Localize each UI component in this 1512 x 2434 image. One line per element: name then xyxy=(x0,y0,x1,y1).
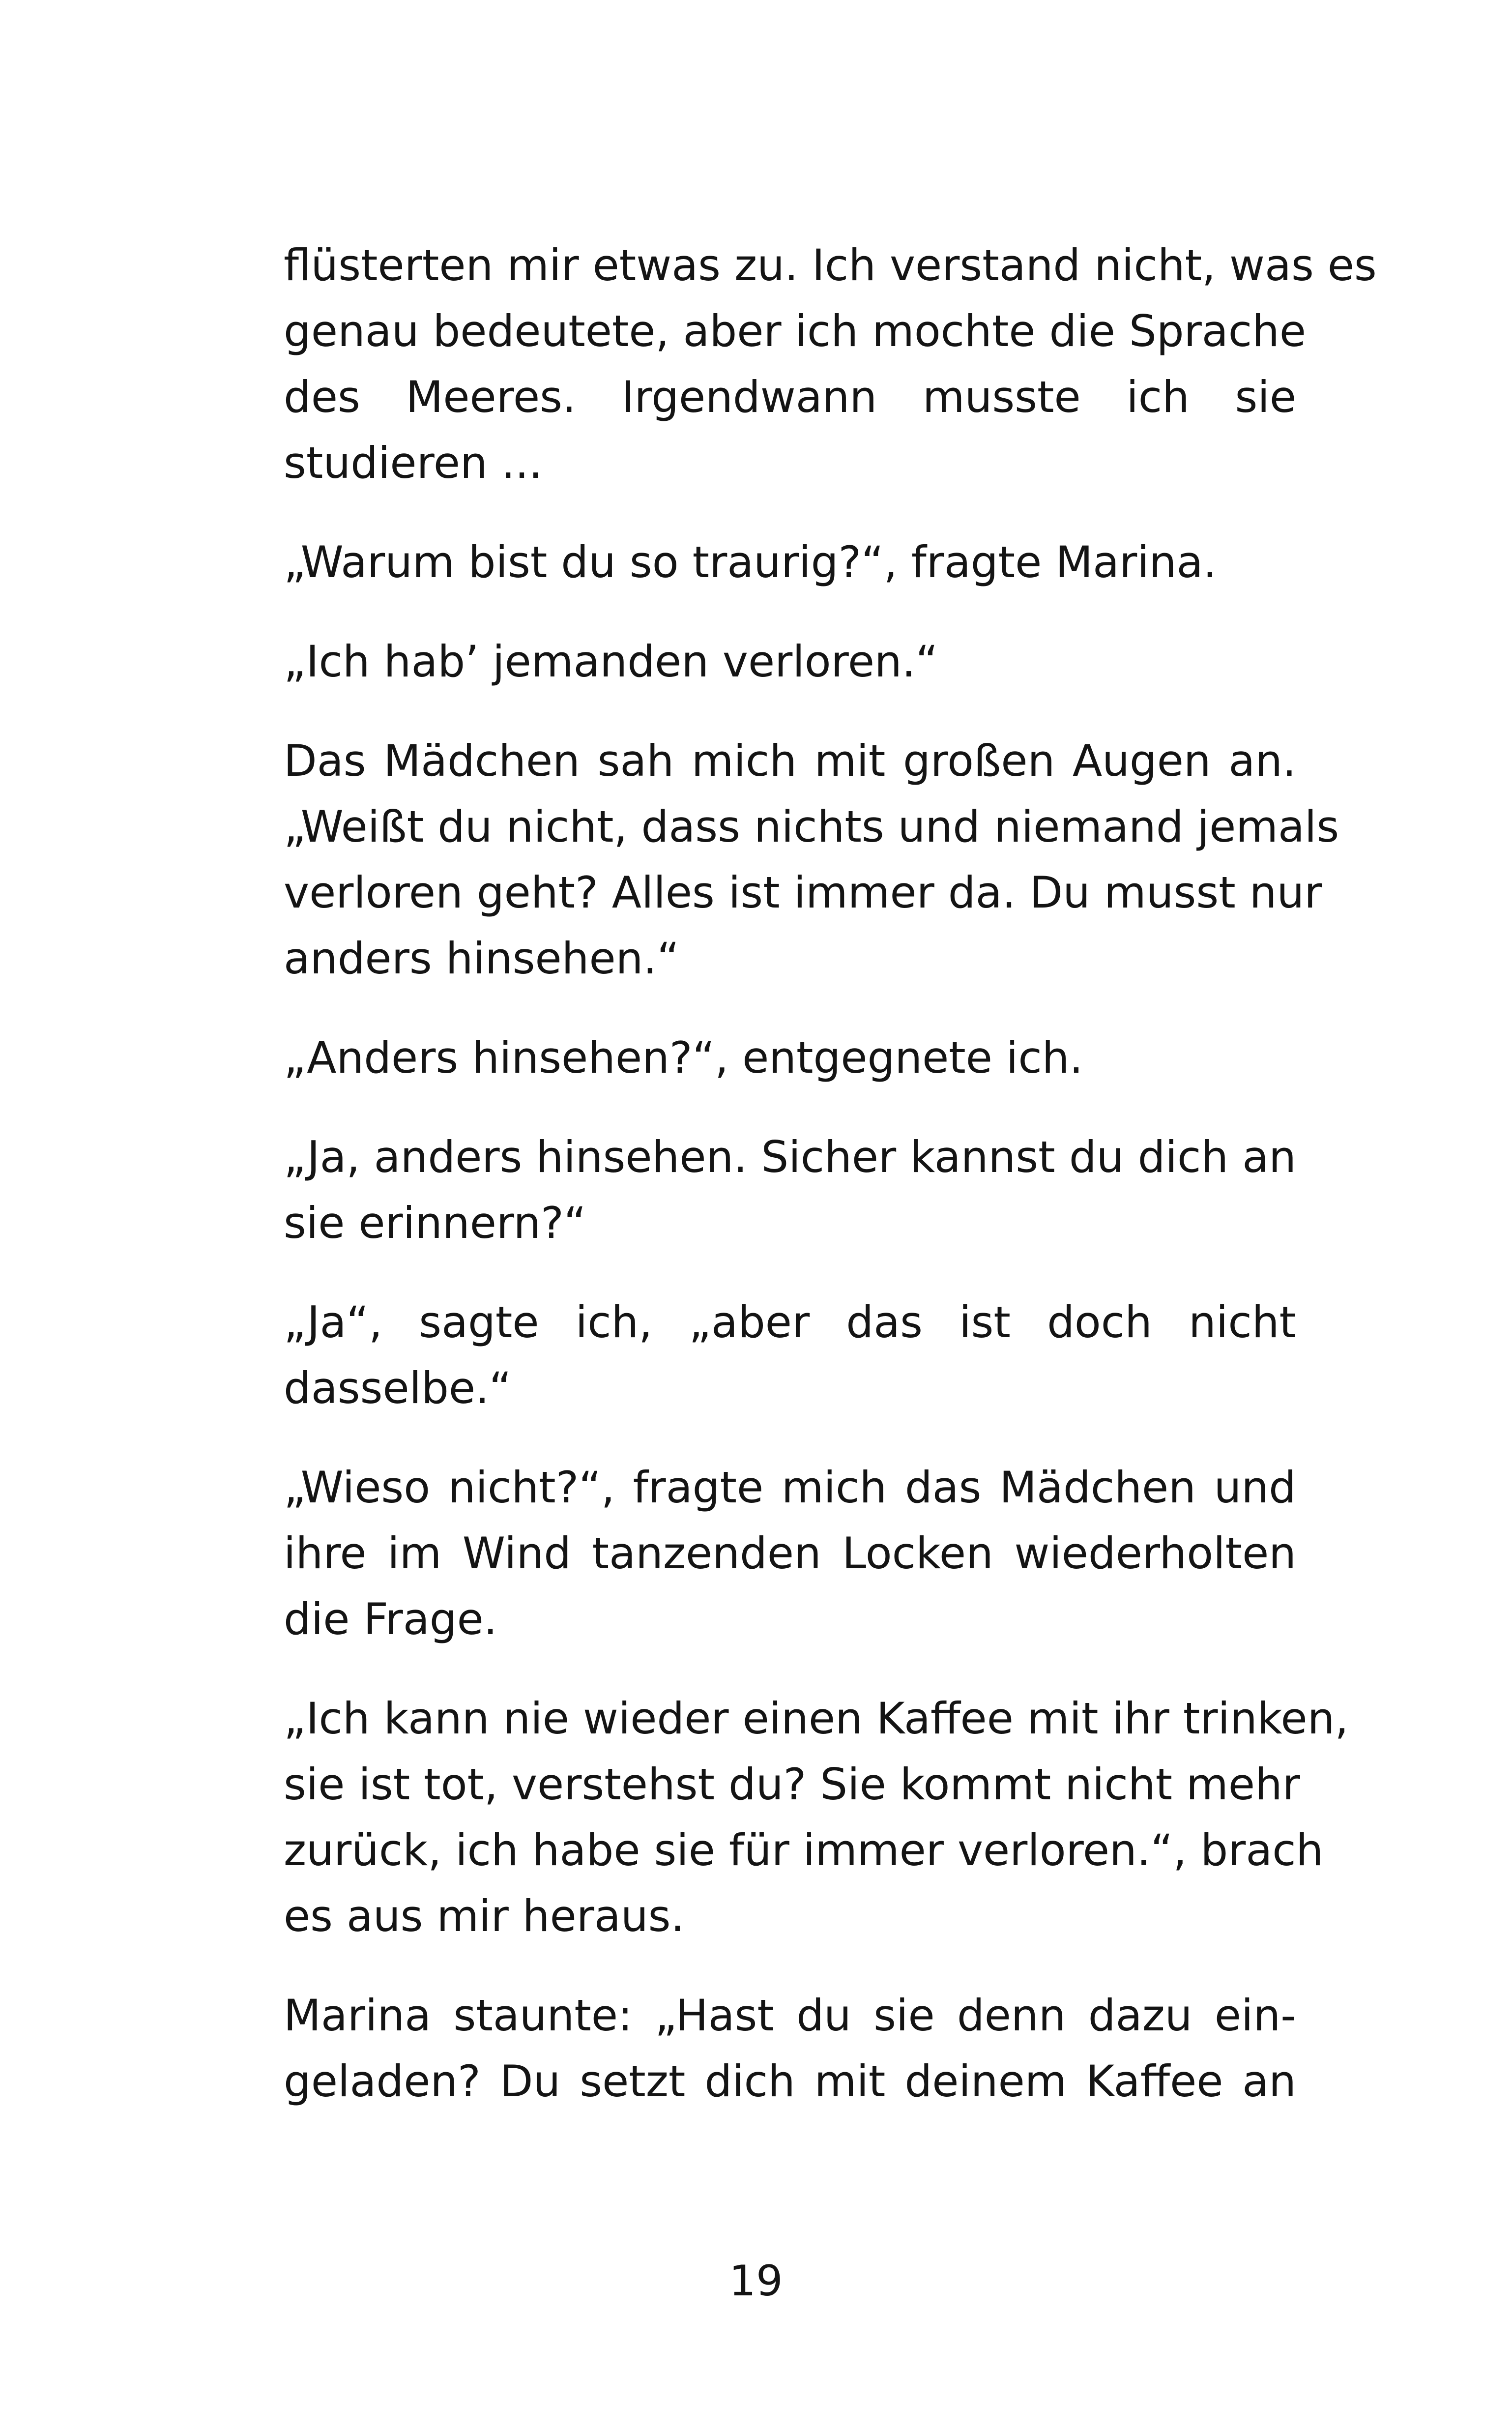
text-line: „Anders hinsehen?“, entgegnete ich. xyxy=(284,1032,1083,1083)
paragraph-6 xyxy=(284,1124,1296,1256)
text-line: genau bedeutete, aber ich mochte die Sprache xyxy=(284,306,1306,356)
text-line: „Wieso nicht?“, fragte mich das Mädchen und xyxy=(284,1462,1296,1513)
text-line: „Weißt du nicht, dass nichts und niemand jemals xyxy=(284,801,1339,852)
text-line: sie erinnern?“ xyxy=(284,1198,586,1248)
paragraph-5 xyxy=(284,1025,1296,1091)
text-line: zurück, ich habe sie für immer verloren.“, brach xyxy=(284,1825,1324,1876)
text-line: „Ich hab’ jemanden verloren.“ xyxy=(284,636,938,687)
text-line: „Ich kann nie wieder einen Kaffee mit ihr trinken, xyxy=(284,1693,1349,1744)
paragraph-2 xyxy=(284,529,1296,595)
text-line: dasselbe.“ xyxy=(284,1363,512,1413)
paragraph-1 xyxy=(284,233,1377,496)
body-text xyxy=(284,233,1377,2148)
text-line: Marina staunte: „Hast du sie denn dazu ein- xyxy=(284,1990,1296,2041)
text-line: die Frage. xyxy=(284,1594,497,1644)
page-number: 19 xyxy=(729,2257,783,2306)
text-line: „Ja“, sagte ich, „aber das ist doch nicht xyxy=(284,1297,1296,1348)
text-line: studieren ... xyxy=(284,438,543,488)
paragraph-3 xyxy=(284,629,1296,695)
text-line: Das Mädchen sah mich mit großen Augen an. xyxy=(284,735,1296,786)
text-line: es aus mir heraus. xyxy=(284,1891,685,1941)
text-line: „Warum bist du so traurig?“, fragte Marina. xyxy=(284,537,1217,587)
text-line: verloren geht? Alles ist immer da. Du musst nur xyxy=(284,867,1322,918)
paragraph-8 xyxy=(284,1455,1296,1652)
text-line: des Meeres. Irgendwann musste ich sie xyxy=(284,372,1296,422)
text-line: ihre im Wind tanzenden Locken wiederholten xyxy=(284,1528,1296,1579)
text-line: sie ist tot, verstehst du? Sie kommt nicht mehr xyxy=(284,1759,1300,1810)
text-line: „Ja, anders hinsehen. Sicher kannst du dich an xyxy=(284,1132,1296,1182)
text-line: flüsterten mir etwas zu. Ich verstand nicht, was es xyxy=(284,240,1377,291)
paragraph-9 xyxy=(284,1686,1349,1949)
text-line: anders hinsehen.“ xyxy=(284,933,679,984)
paragraph-7 xyxy=(284,1290,1296,1421)
paragraph-4 xyxy=(284,728,1339,992)
text-line: geladen? Du setzt dich mit deinem Kaffee an xyxy=(284,2056,1296,2107)
paragraph-10 xyxy=(284,1983,1296,2114)
